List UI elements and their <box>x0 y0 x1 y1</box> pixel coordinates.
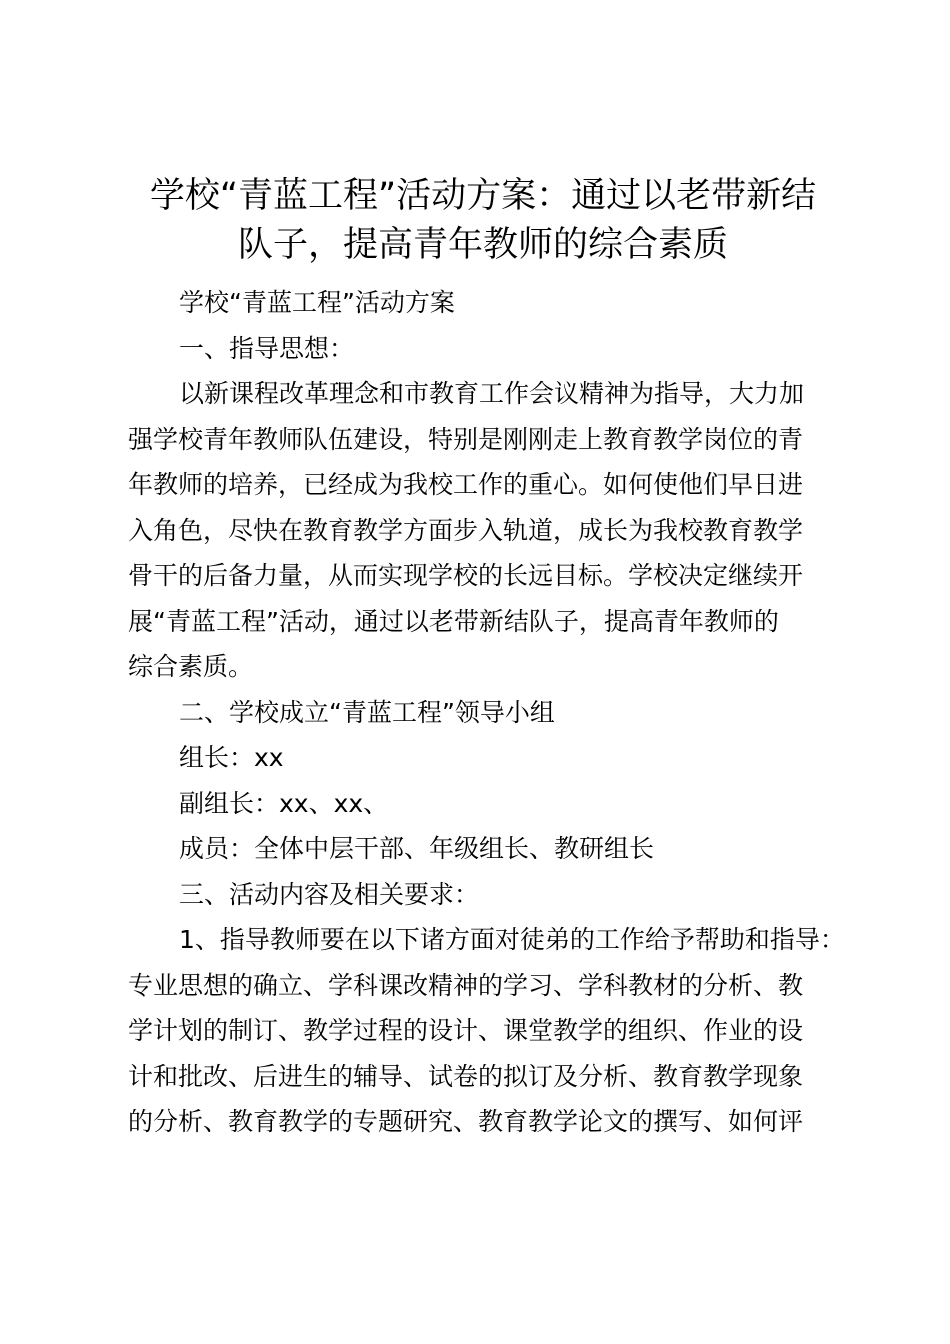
paragraph-line: 专业思想的确立、学科课改精神的学习、学科教材的分析、教 <box>128 970 804 1000</box>
paragraph-line: 展“青蓝工程”活动，通过以老带新结队子，提高青年教师的 <box>128 606 779 636</box>
paragraph-line: 学计划的制订、教学过程的设计、课堂教学的组织、作业的设 <box>128 1016 804 1045</box>
group-members: 成员：全体中层干部、年级组长、教研组长 <box>179 834 655 863</box>
paragraph-line: 入角色，尽快在教育教学方面步入轨道，成长为我校教育教学 <box>128 515 804 545</box>
paragraph-line: 以新课程改革理念和市教育工作会议精神为指导，大力加 <box>179 379 805 408</box>
paragraph-line: 骨干的后备力量，从而实现学校的长远目标。学校决定继续开 <box>128 561 804 590</box>
document-title <box>128 172 838 270</box>
title-line-1: 学校“青蓝工程”活动方案：通过以老带新结 <box>149 176 817 216</box>
paragraph-activity-content <box>128 917 845 1145</box>
section-heading-guiding-ideas: 一、指导思想： <box>179 333 355 363</box>
group-leader: 组长：xx <box>179 743 284 772</box>
paragraph-line: 强学校青年教师队伍建设，特别是刚刚走上教育教学岗位的青 <box>128 424 804 454</box>
paragraph-guiding-ideas <box>128 371 838 690</box>
paragraph-line: 计和批改、后进生的辅导、试卷的拟订及分析、教育教学现象 <box>128 1061 804 1091</box>
section-heading-activity-content: 三、活动内容及相关要求： <box>179 879 480 909</box>
section-heading-leadership-group: 二、学校成立“青蓝工程”领导小组 <box>179 697 555 727</box>
paragraph-line: 综合素质。 <box>128 652 254 681</box>
subtitle: 学校“青蓝工程”活动方案 <box>179 288 455 317</box>
group-vice-leader: 副组长：xx、xx、 <box>179 788 389 818</box>
paragraph-line: 年教师的培养，已经成为我校工作的重心。如何使他们早日进 <box>128 470 804 499</box>
paragraph-line: 1、指导教师要在以下诸方面对徒弟的工作给予帮助和指导： <box>179 925 845 954</box>
paragraph-line: 的分析、教育教学的专题研究、教育教学论文的撰写、如何评 <box>128 1107 804 1136</box>
document-page <box>128 172 845 1145</box>
title-line-2: 队子，提高青年教师的综合素质 <box>237 225 728 265</box>
